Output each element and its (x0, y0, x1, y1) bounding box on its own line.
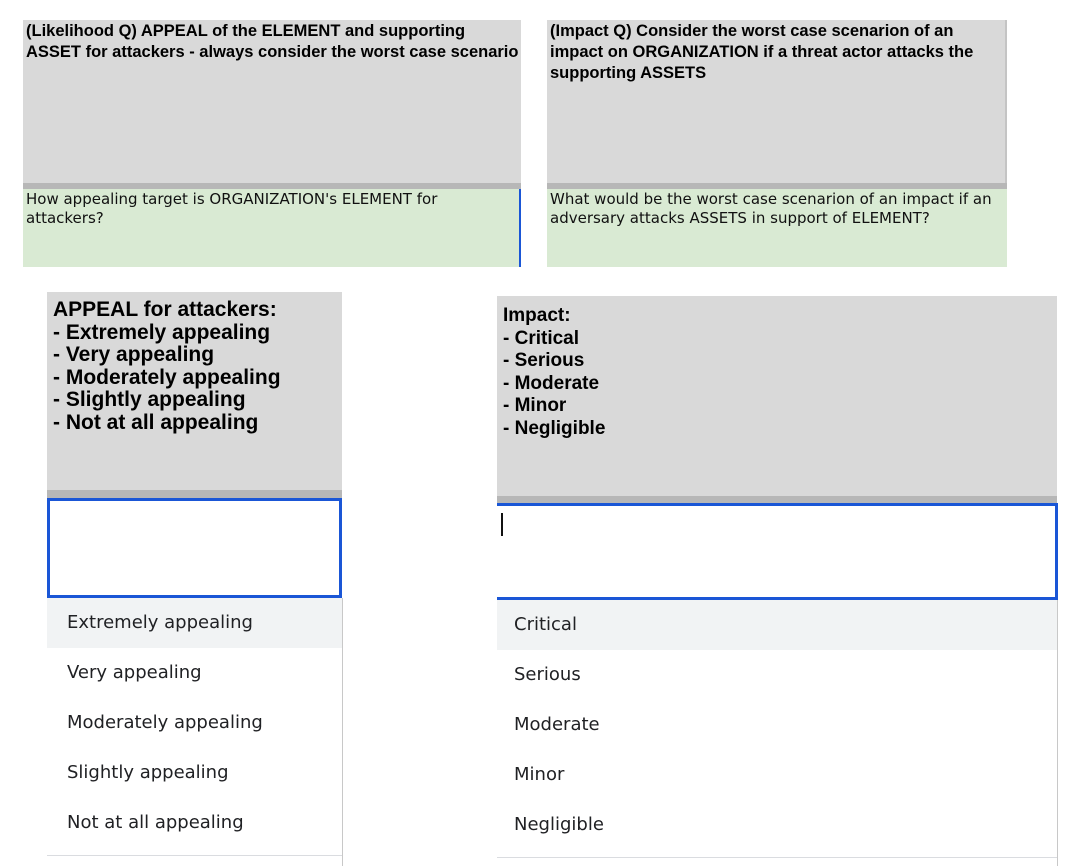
appeal-header-line: - Slightly appealing (53, 388, 246, 411)
impact-question-text-cell[interactable] (547, 189, 1007, 267)
appeal-option-extremely-appealing[interactable]: Extremely appealing (47, 598, 342, 648)
impact-header-line: - Moderate (503, 372, 600, 394)
appeal-option-not-at-all-appealing[interactable]: Not at all appealing (67, 812, 244, 833)
impact-dropdown-menu (497, 600, 1058, 866)
impact-option-moderate[interactable]: Moderate (514, 714, 600, 735)
impact-header-line: - Minor (503, 395, 567, 416)
appeal-dropdown-menu (47, 598, 343, 866)
impact-options-header-cell[interactable] (497, 296, 1057, 496)
impact-question-title-cell[interactable] (547, 20, 1007, 183)
row-divider (47, 490, 342, 498)
appeal-header-line: - Very appealing (53, 343, 215, 366)
impact-header-line: - Negligible (503, 417, 606, 439)
appeal-header-line: - Moderately appealing (53, 365, 281, 389)
impact-input-cell[interactable] (497, 503, 1058, 600)
dropdown-bottom-divider (47, 855, 342, 856)
appeal-options-header-cell[interactable] (47, 292, 342, 490)
impact-option-critical[interactable]: Critical (497, 600, 1057, 650)
likelihood-question-title: (Likelihood Q) APPEAL of the ELEMENT and supporting ASSET for attackers - always consider the worst case scenario (26, 22, 519, 61)
impact-header-line: - Serious (503, 350, 585, 371)
selection-border (519, 189, 521, 267)
appeal-header-title: APPEAL for attackers: (53, 298, 277, 321)
likelihood-question-title-cell[interactable] (23, 20, 521, 183)
text-cursor (501, 513, 503, 536)
impact-option-serious[interactable]: Serious (514, 664, 581, 685)
appeal-header-line: - Extremely appealing (53, 320, 271, 344)
appeal-header-line: - Not at all appealing (53, 410, 259, 434)
impact-option-minor[interactable]: Minor (514, 764, 565, 785)
appeal-input-cell[interactable] (47, 498, 342, 598)
row-divider (497, 496, 1057, 503)
appeal-option-moderately-appealing[interactable]: Moderately appealing (67, 712, 263, 733)
appeal-option-very-appealing[interactable]: Very appealing (67, 662, 202, 683)
appeal-option-slightly-appealing[interactable]: Slightly appealing (67, 762, 229, 783)
dropdown-bottom-divider (497, 857, 1057, 858)
impact-header-line: - Critical (503, 327, 580, 349)
impact-header-title: Impact: (503, 305, 571, 326)
impact-question-title: (Impact Q) Consider the worst case scenarion of an impact on ORGANIZATION if a threat actor attacks the supporting ASSETS (550, 22, 974, 82)
impact-question-text: What would be the worst case scenarion of an impact if an adversary attacks ASSETS in support of ELEMENT? (550, 190, 992, 227)
likelihood-question-text-cell[interactable] (23, 189, 519, 267)
likelihood-question-text: How appealing target is ORGANIZATION's ELEMENT for attackers? (26, 190, 438, 227)
impact-option-negligible[interactable]: Negligible (514, 814, 604, 835)
